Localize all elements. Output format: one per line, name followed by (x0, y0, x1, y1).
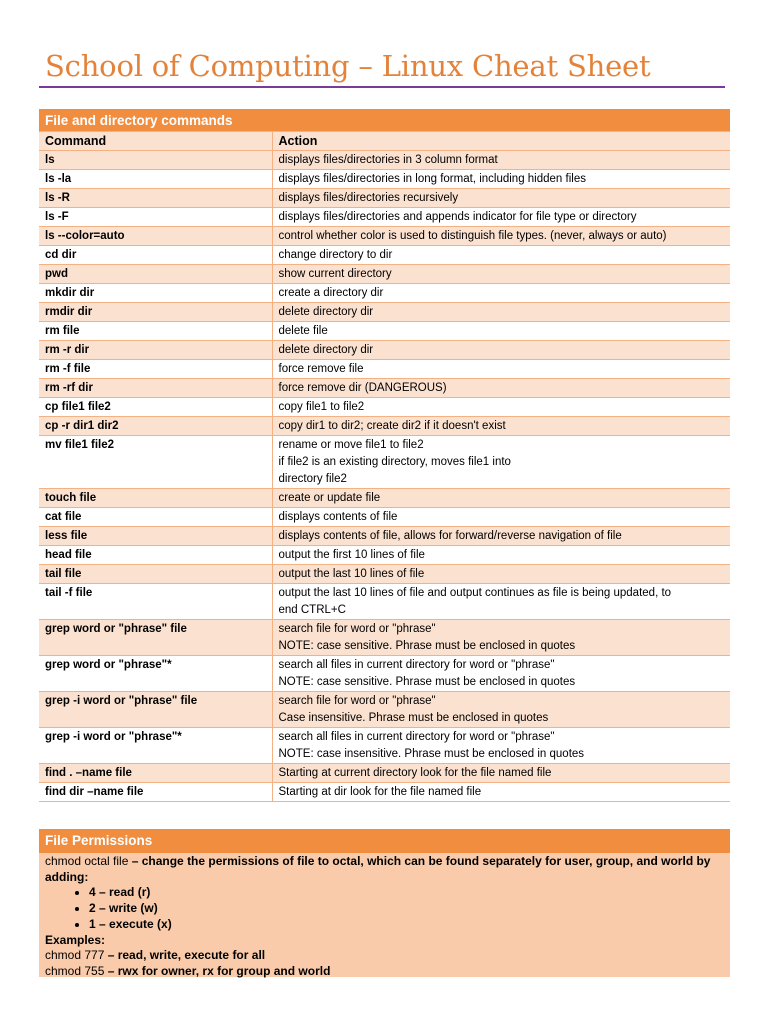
command-cell: pwd (39, 265, 272, 284)
commands-section-title: File and directory commands (39, 109, 730, 132)
chmod-syntax: chmod octal file (45, 854, 129, 868)
permission-bullet: • 4 – read (r) (89, 885, 724, 901)
action-cell (272, 620, 730, 656)
command-cell: find dir –name file (39, 783, 272, 802)
action-cell (272, 208, 730, 227)
action-cell (272, 265, 730, 284)
command-cell: cp file1 file2 (39, 398, 272, 417)
permission-bullet: • 2 – write (w) (89, 901, 724, 917)
action-cell (272, 508, 730, 527)
action-cell (272, 341, 730, 360)
action-cell (272, 565, 730, 584)
examples-label: Examples: (45, 932, 106, 947)
action-line: search file for word or "phrase" (278, 695, 436, 707)
table-row (39, 303, 730, 322)
table-row (39, 692, 730, 728)
action-line: displays contents of file (278, 511, 398, 523)
table-row (39, 341, 730, 360)
example-command: chmod 777 (45, 948, 105, 963)
action-line: copy file1 to file2 (278, 401, 365, 413)
action-line: NOTE: case sensitive. Phrase must be enclosed in quotes (278, 640, 576, 652)
command-cell: tail file (39, 565, 272, 584)
chmod-intro (45, 854, 724, 885)
table-row (39, 764, 730, 783)
action-line: output the last 10 lines of file and output continues as file is being updated, to (278, 587, 672, 599)
command-cell: cp -r dir1 dir2 (39, 417, 272, 436)
command-cell: grep word or "phrase" file (39, 620, 272, 656)
table-row (39, 398, 730, 417)
command-cell: ls -F (39, 208, 272, 227)
commands-table (39, 109, 730, 802)
action-cell (272, 584, 730, 620)
action-line: delete directory dir (278, 306, 374, 318)
command-cell: mkdir dir (39, 284, 272, 303)
action-line: force remove file (278, 363, 364, 375)
action-line: show current directory (278, 268, 392, 280)
action-line: create a directory dir (278, 287, 384, 299)
command-cell: rm -rf dir (39, 379, 272, 398)
action-cell (272, 322, 730, 341)
table-row (39, 436, 730, 489)
permissions-body (39, 853, 730, 980)
action-line: output the last 10 lines of file (278, 568, 425, 580)
permission-values-list (45, 885, 724, 932)
action-line: NOTE: case sensitive. Phrase must be enclosed in quotes (278, 676, 576, 688)
command-cell: touch file (39, 489, 272, 508)
table-row (39, 620, 730, 656)
action-line: displays files/directories and appends indicator for file type or directory (278, 211, 637, 223)
action-cell (272, 656, 730, 692)
command-cell: find . –name file (39, 764, 272, 783)
command-cell: ls --color=auto (39, 227, 272, 246)
action-cell (272, 151, 730, 170)
action-cell (272, 783, 730, 802)
action-cell (272, 728, 730, 764)
table-row (39, 170, 730, 189)
action-line: search all files in current directory for word or "phrase" (278, 731, 555, 743)
table-row (39, 322, 730, 341)
action-cell (272, 170, 730, 189)
action-cell (272, 189, 730, 208)
table-row (39, 584, 730, 620)
action-line: Starting at current directory look for the file named file (278, 767, 552, 779)
command-cell: less file (39, 527, 272, 546)
action-line: Case insensitive. Phrase must be enclosed in quotes (278, 712, 549, 724)
action-line: change directory to dir (278, 249, 393, 261)
action-line: Starting at dir look for the file named file (278, 786, 482, 798)
table-row (39, 284, 730, 303)
command-cell: ls -R (39, 189, 272, 208)
column-header-command: Command (39, 132, 272, 151)
table-row (39, 246, 730, 265)
command-cell: head file (39, 546, 272, 565)
action-cell (272, 764, 730, 783)
action-line: NOTE: case insensitive. Phrase must be enclosed in quotes (278, 748, 585, 760)
example-description: – rwx for owner, rx for group and world (104, 963, 331, 978)
example-command: chmod 755 (45, 963, 105, 978)
chmod-example (45, 964, 724, 980)
action-line: directory file2 (278, 473, 347, 485)
command-cell: grep -i word or "phrase"* (39, 728, 272, 764)
command-cell: mv file1 file2 (39, 436, 272, 489)
action-cell (272, 546, 730, 565)
action-line: if file2 is an existing directory, moves file1 into (278, 456, 511, 468)
table-row (39, 208, 730, 227)
action-line: delete file (278, 325, 328, 337)
action-cell (272, 379, 730, 398)
page-title: School of Computing – Linux Cheat Sheet (45, 49, 651, 83)
command-cell: rm -r dir (39, 341, 272, 360)
action-line: end CTRL+C (278, 604, 346, 616)
command-cell: grep word or "phrase"* (39, 656, 272, 692)
permission-bullet: • 1 – execute (x) (89, 917, 724, 933)
table-row (39, 565, 730, 584)
action-line: create or update file (278, 492, 381, 504)
table-header-row (39, 132, 730, 151)
table-row (39, 546, 730, 565)
command-cell: tail -f file (39, 584, 272, 620)
action-line: displays contents of file, allows for forward/reverse navigation of file (278, 530, 622, 542)
action-cell (272, 284, 730, 303)
action-line: control whether color is used to distinguish file types. (never, always or auto) (278, 230, 667, 242)
table-row (39, 189, 730, 208)
action-line: displays files/directories in 3 column format (278, 154, 498, 166)
table-row (39, 489, 730, 508)
action-line: search file for word or "phrase" (278, 623, 436, 635)
action-line: copy dir1 to dir2; create dir2 if it doesn't exist (278, 420, 506, 432)
command-cell: cat file (39, 508, 272, 527)
action-line: search all files in current directory for word or "phrase" (278, 659, 555, 671)
command-cell: grep -i word or "phrase" file (39, 692, 272, 728)
action-line: output the first 10 lines of file (278, 549, 425, 561)
action-cell (272, 360, 730, 379)
action-cell (272, 527, 730, 546)
column-header-action: Action (272, 132, 730, 151)
command-cell: rm -f file (39, 360, 272, 379)
table-row (39, 527, 730, 546)
action-line: rename or move file1 to file2 (278, 439, 424, 451)
table-row (39, 728, 730, 764)
file-permissions-section (39, 829, 730, 977)
action-line: force remove dir (DANGEROUS) (278, 382, 447, 394)
command-cell: ls -la (39, 170, 272, 189)
chmod-description: – change the permissions of file to octal, which can be found separately for user, group, and world by adding: (45, 854, 711, 884)
example-description: – read, write, execute for all (104, 948, 266, 963)
command-cell: cd dir (39, 246, 272, 265)
commands-section-header (39, 109, 730, 132)
permissions-section-title: File Permissions (39, 829, 730, 853)
action-cell (272, 436, 730, 489)
command-cell: ls (39, 151, 272, 170)
table-row (39, 379, 730, 398)
action-line: displays files/directories in long format, including hidden files (278, 173, 586, 185)
action-cell (272, 303, 730, 322)
action-line: delete directory dir (278, 344, 374, 356)
table-row (39, 417, 730, 436)
action-cell (272, 246, 730, 265)
action-cell (272, 417, 730, 436)
chmod-example (45, 948, 724, 964)
action-cell (272, 489, 730, 508)
table-row (39, 227, 730, 246)
action-cell (272, 398, 730, 417)
table-row (39, 508, 730, 527)
action-cell (272, 227, 730, 246)
table-row (39, 265, 730, 284)
table-row (39, 151, 730, 170)
title-divider (39, 86, 725, 88)
table-row (39, 783, 730, 802)
command-cell: rmdir dir (39, 303, 272, 322)
table-row (39, 360, 730, 379)
action-cell (272, 692, 730, 728)
action-line: displays files/directories recursively (278, 192, 459, 204)
table-row (39, 656, 730, 692)
command-cell: rm file (39, 322, 272, 341)
